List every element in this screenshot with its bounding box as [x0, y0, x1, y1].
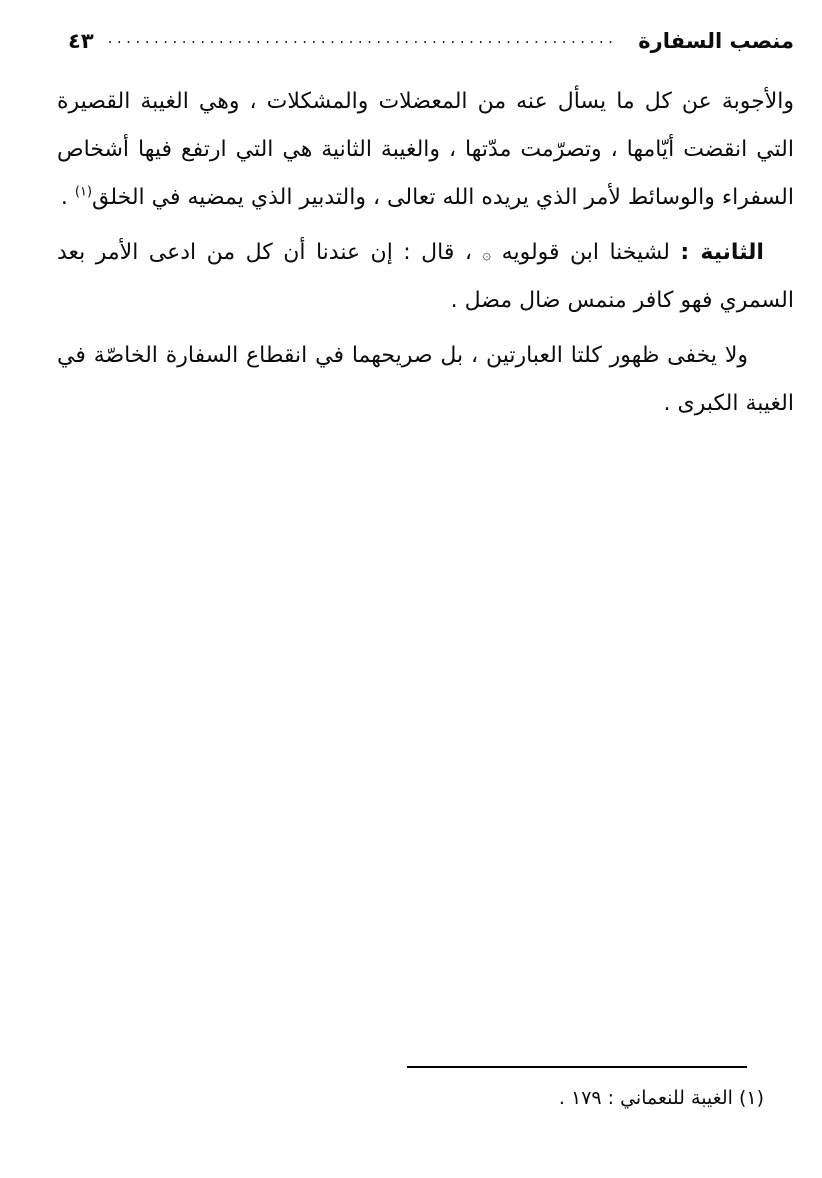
footnote-reference-marker: (١) — [74, 184, 93, 200]
paragraph-1-tail: . — [60, 185, 75, 210]
paragraph-1 — [57, 78, 794, 222]
paragraph-1-text: والأجوبة عن كل ما يسأل عنه من المعضلات والمشكلات ، وهي الغيبة القصيرة التي انقضت أيّامها ، وتصرّمت مدّتها ، والغيبة الثانية هي التي ارتفع فيها أشخاص السفراء والوسائط لأمر الذي يريده الله تعالى ، والتدبير الذي يمضيه في الخلق — [57, 89, 794, 210]
paragraph-2 — [57, 229, 794, 325]
page-number: ٤٣ — [68, 29, 94, 53]
paragraph-3-text: ولا يخفى ظهور كلتا العبارتين ، بل صريحهما في انقطاع السفارة الخاصّة في الغيبة الكبرى . — [57, 343, 794, 416]
page-header — [68, 24, 794, 58]
body-text — [57, 78, 794, 435]
chapter-title: منصب السفارة — [638, 29, 794, 53]
paragraph-3 — [57, 332, 794, 428]
paragraph-2-rest: ، قال : إن عندنا أن كل من ادعى الأمر بعد السمري فهو كافر منمس ضال مضل . — [57, 240, 794, 313]
footnote — [559, 1080, 764, 1116]
footnote-marker: (١) — [738, 1087, 764, 1109]
paragraph-2-lead-bold: الثانية : — [680, 240, 764, 265]
honorific-symbol: ۞ — [482, 245, 492, 263]
paragraph-2-text: لشيخنا ابن قولويه — [491, 240, 681, 265]
footnote-separator-rule — [407, 1066, 747, 1068]
dotted-leader: ....................................................... — [107, 29, 618, 47]
footnote-text: الغيبة للنعماني : ١٧٩ . — [558, 1087, 739, 1109]
